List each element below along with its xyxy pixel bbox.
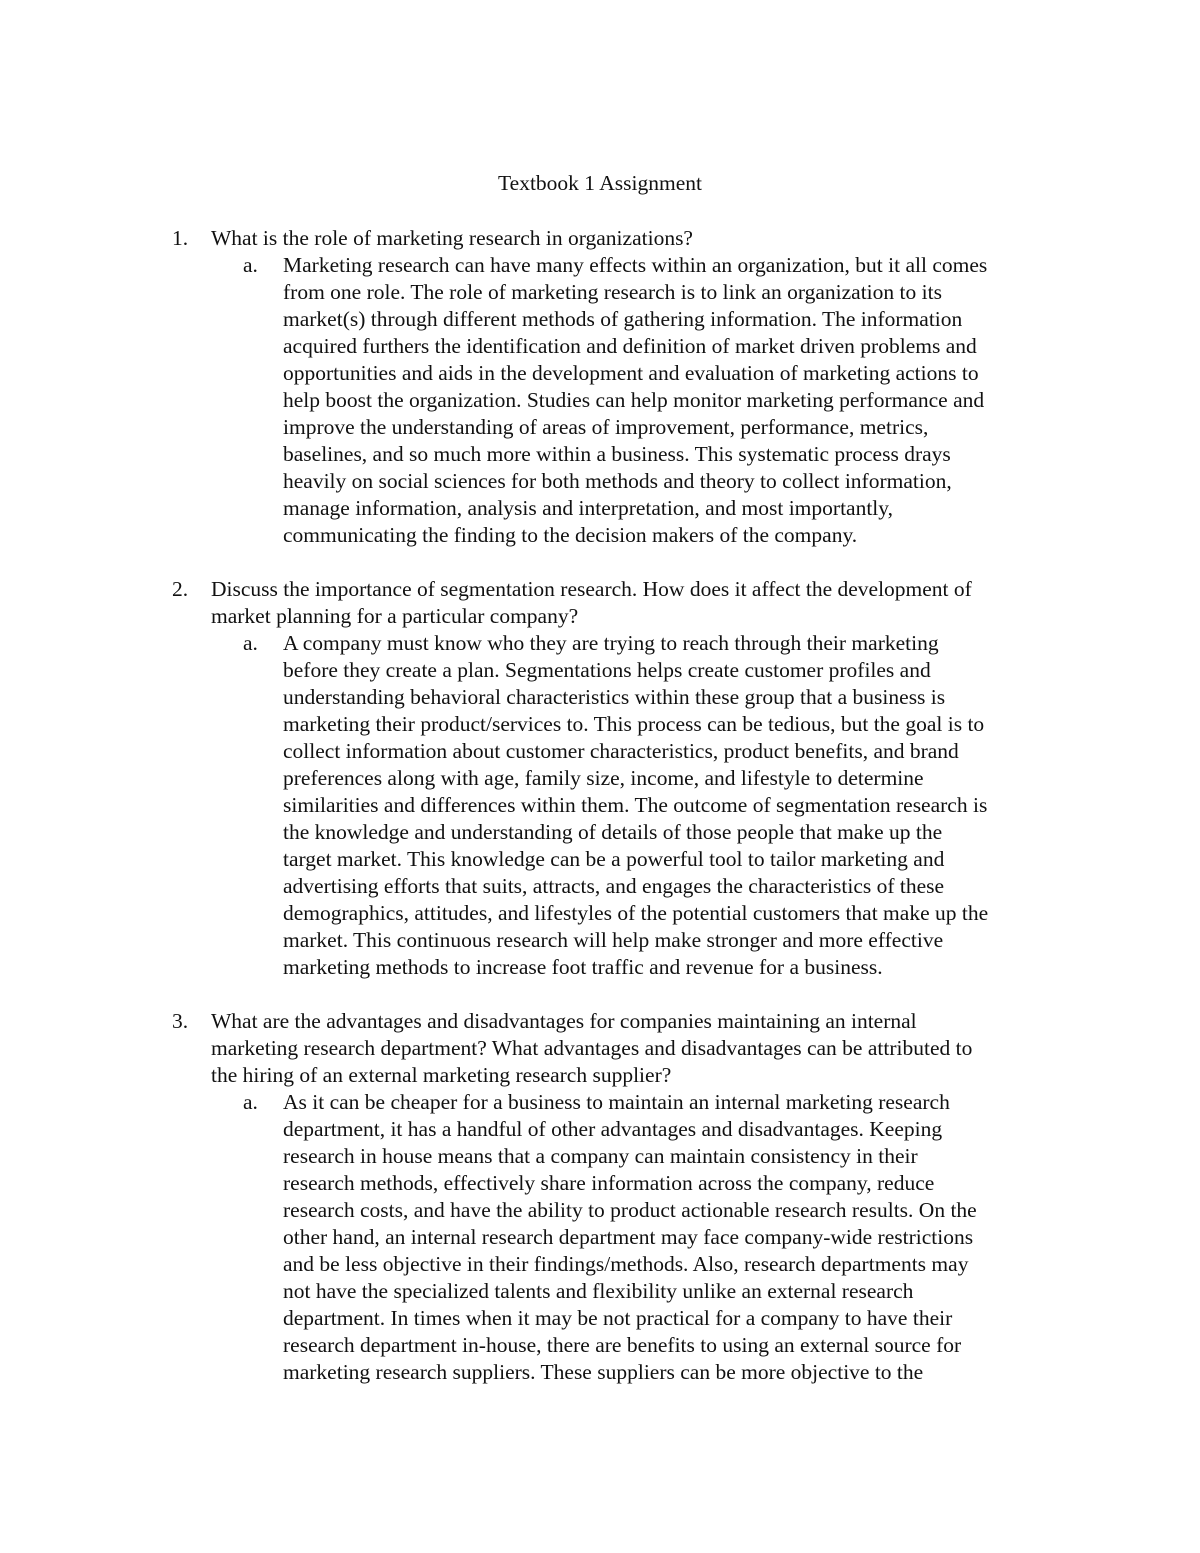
answer-line: improve the understanding of areas of improvement, performance, metrics, bbox=[283, 415, 929, 439]
question-text bbox=[211, 1008, 1062, 1089]
answer-line: help boost the organization. Studies can help monitor marketing performance and bbox=[283, 388, 985, 412]
question-line: market planning for a particular company? bbox=[211, 604, 579, 628]
question-1 bbox=[172, 225, 1062, 549]
answer-line: As it can be cheaper for a business to maintain an internal marketing research bbox=[283, 1090, 950, 1114]
answer-label: a. bbox=[243, 1090, 258, 1114]
answer-3a bbox=[211, 1089, 1062, 1386]
answer-label: a. bbox=[243, 631, 258, 655]
question-line: the hiring of an external marketing research supplier? bbox=[211, 1063, 672, 1087]
answer-line: manage information, analysis and interpretation, and most importantly, bbox=[283, 496, 894, 520]
answer-line: department. In times when it may be not practical for a company to have their bbox=[283, 1306, 953, 1330]
answer-line: marketing their product/services to. This process can be tedious, but the goal is to bbox=[283, 712, 985, 736]
answer-line: market. This continuous research will help make stronger and more effective bbox=[283, 928, 944, 952]
answer-line: A company must know who they are trying to reach through their marketing bbox=[283, 631, 939, 655]
answer-line: target market. This knowledge can be a powerful tool to tailor marketing and bbox=[283, 847, 945, 871]
question-text bbox=[211, 225, 1062, 252]
answer-1a bbox=[211, 252, 1062, 549]
answer-line: heavily on social sciences for both methods and theory to collect information, bbox=[283, 469, 952, 493]
question-number: 1. bbox=[172, 226, 189, 250]
answer-line: Marketing research can have many effects within an organization, but it all comes bbox=[283, 253, 988, 277]
answer-line: demographics, attitudes, and lifestyles of the potential customers that make up the bbox=[283, 901, 989, 925]
answer-line: the knowledge and understanding of details of those people that make up the bbox=[283, 820, 943, 844]
answer-label: a. bbox=[243, 253, 258, 277]
answer-line: opportunities and aids in the development and evaluation of marketing actions to bbox=[283, 361, 979, 385]
answer-line: collect information about customer characteristics, product benefits, and brand bbox=[283, 739, 959, 763]
answer-line: preferences along with age, family size, income, and lifestyle to determine bbox=[283, 766, 924, 790]
answer-line: understanding behavioral characteristics within these group that a business is bbox=[283, 685, 946, 709]
question-number: 2. bbox=[172, 577, 189, 601]
answer-line: department, it has a handful of other advantages and disadvantages. Keeping bbox=[283, 1117, 943, 1141]
question-number: 3. bbox=[172, 1009, 189, 1033]
answer-2a bbox=[211, 630, 1062, 981]
answer-line: similarities and differences within them. The outcome of segmentation research is bbox=[283, 793, 988, 817]
answer-line: marketing methods to increase foot traffic and revenue for a business. bbox=[283, 955, 883, 979]
question-3 bbox=[172, 1008, 1062, 1386]
answer-line: communicating the finding to the decision makers of the company. bbox=[283, 523, 858, 547]
answer-line: other hand, an internal research department may face company-wide restrictions bbox=[283, 1225, 974, 1249]
answer-text bbox=[283, 630, 1061, 981]
question-line: What are the advantages and disadvantages for companies maintaining an internal bbox=[211, 1009, 917, 1033]
answer-line: market(s) through different methods of gathering information. The information bbox=[283, 307, 963, 331]
answer-line: research department in-house, there are benefits to using an external source for bbox=[283, 1333, 962, 1357]
answer-line: advertising efforts that suits, attracts, and engages the characteristics of these bbox=[283, 874, 945, 898]
answer-text bbox=[283, 252, 1061, 549]
question-text bbox=[211, 576, 1062, 630]
answer-line: research in house means that a company can maintain consistency in their bbox=[283, 1144, 918, 1168]
answer-line: marketing research suppliers. These suppliers can be more objective to the bbox=[283, 1360, 924, 1384]
document-title: Textbook 1 Assignment bbox=[498, 171, 702, 195]
answer-line: baselines, and so much more within a business. This systematic process drays bbox=[283, 442, 951, 466]
answer-line: research methods, effectively share information across the company, reduce bbox=[283, 1171, 935, 1195]
question-2 bbox=[172, 576, 1062, 981]
answer-line: acquired furthers the identification and definition of market driven problems and bbox=[283, 334, 977, 358]
answer-line: and be less objective in their findings/methods. Also, research departments may bbox=[283, 1252, 969, 1276]
question-line: What is the role of marketing research in organizations? bbox=[211, 226, 693, 250]
answer-line: not have the specialized talents and flexibility unlike an external research bbox=[283, 1279, 914, 1303]
answer-line: before they create a plan. Segmentations helps create customer profiles and bbox=[283, 658, 931, 682]
answer-line: from one role. The role of marketing research is to link an organization to its bbox=[283, 280, 942, 304]
question-line: marketing research department? What advantages and disadvantages can be attributed to bbox=[211, 1036, 973, 1060]
answer-line: research costs, and have the ability to product actionable research results. On the bbox=[283, 1198, 977, 1222]
question-line: Discuss the importance of segmentation research. How does it affect the development of bbox=[211, 577, 972, 601]
answer-text bbox=[283, 1089, 1061, 1386]
